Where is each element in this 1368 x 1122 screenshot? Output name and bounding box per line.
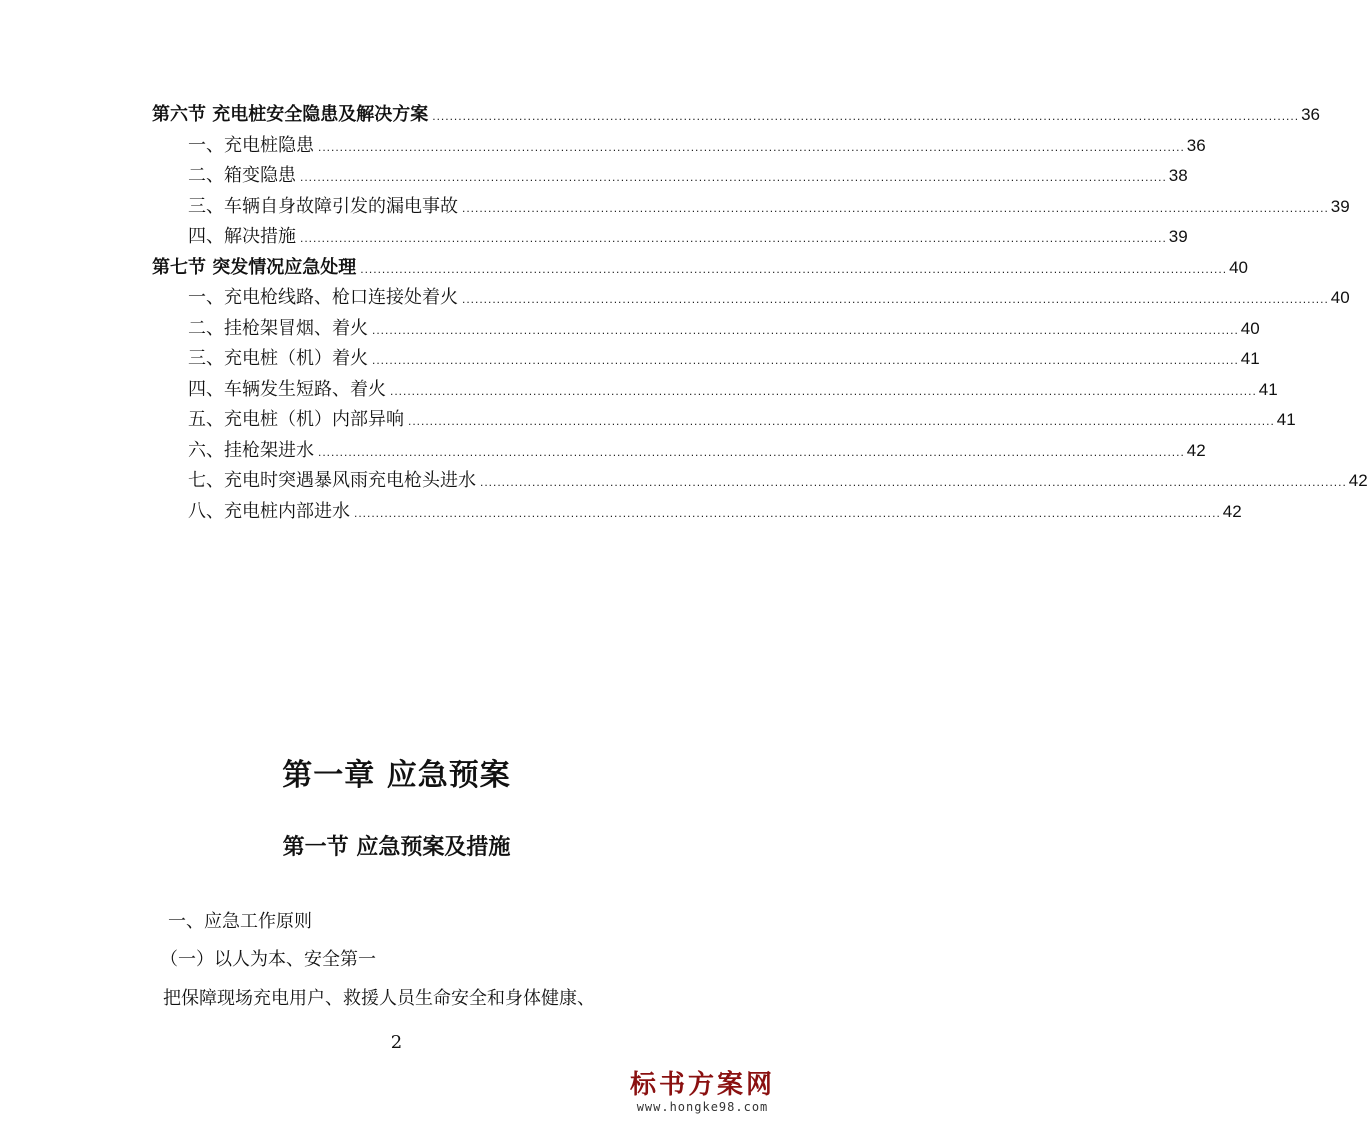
watermark-title: 标书方案网	[629, 1070, 775, 1100]
toc-item-entry[interactable]	[152, 314, 1260, 345]
table-of-contents	[152, 100, 1368, 527]
toc-entry-title: 一、充电枪线路、枪口连接处着火	[188, 287, 458, 308]
toc-item-entry[interactable]	[152, 161, 1188, 192]
chapter-title: 第一章 应急预案	[282, 758, 511, 793]
toc-item-entry[interactable]	[152, 222, 1188, 253]
toc-page-number: 36	[1186, 135, 1206, 155]
toc-entry-title: 三、充电桩（机）着火	[188, 348, 368, 369]
toc-page-number: 42	[1186, 440, 1206, 460]
toc-page-number: 41	[1258, 379, 1278, 399]
toc-entry-title: 七、充电时突遇暴风雨充电枪头进水	[188, 470, 476, 491]
toc-leader-dots: ........................................................................................................................................................................................................	[390, 383, 1257, 398]
toc-leader-dots: ........................................................................................................................................................................................................	[318, 444, 1185, 459]
toc-entry-title: 六、挂枪架进水	[188, 439, 314, 461]
toc-entry-title: 五、充电桩（机）内部异响	[188, 409, 404, 430]
toc-leader-dots: ........................................................................................................................................................................................................	[300, 170, 1167, 184]
toc-leader-dots: ........................................................................................................................................................................................................	[354, 505, 1221, 520]
toc-item-entry[interactable]	[152, 436, 1206, 467]
toc-entry-title: 二、挂枪架冒烟、着火	[188, 317, 368, 339]
toc-page-number: 41	[1276, 410, 1296, 429]
toc-item-entry[interactable]	[152, 405, 1296, 436]
body-subheading: （一）以人为本、安全第一	[160, 949, 376, 970]
toc-entry-title: 四、解决措施	[188, 226, 296, 247]
toc-entry-title: 第七节 突发情况应急处理	[152, 256, 357, 278]
body-paragraph: 把保障现场充电用户、救援人员生命安全和身体健康、	[163, 988, 595, 1009]
toc-leader-dots: ........................................................................................................................................................................................................	[462, 292, 1329, 306]
toc-leader-dots: ........................................................................................................................................................................................................	[408, 414, 1275, 428]
toc-leader-dots: ........................................................................................................................................................................................................	[462, 200, 1329, 215]
toc-leader-dots: ........................................................................................................................................................................................................	[372, 353, 1239, 367]
toc-entry-title: 三、车辆自身故障引发的漏电事故	[188, 195, 458, 217]
toc-entry-title: 第六节 充电桩安全隐患及解决方案	[152, 104, 429, 125]
toc-entry-title: 二、箱变隐患	[188, 165, 296, 186]
toc-page-number: 42	[1222, 501, 1242, 521]
toc-item-entry[interactable]	[152, 192, 1350, 223]
toc-leader-dots: ........................................................................................................................................................................................................	[480, 475, 1347, 489]
toc-section-entry[interactable]	[152, 253, 1248, 284]
watermark-url: www.hongke98.com	[636, 1100, 769, 1114]
toc-page-number: 41	[1240, 349, 1260, 368]
toc-item-entry[interactable]	[152, 344, 1260, 375]
toc-leader-dots: ........................................................................................................................................................................................................	[318, 139, 1185, 154]
body-heading: 一、应急工作原则	[168, 911, 312, 932]
toc-item-entry[interactable]	[152, 497, 1242, 528]
toc-page-number: 39	[1168, 227, 1188, 246]
toc-leader-dots: ........................................................................................................................................................................................................	[432, 109, 1300, 123]
toc-section-entry[interactable]	[152, 100, 1320, 131]
toc-item-entry[interactable]	[152, 283, 1350, 314]
toc-leader-dots: ........................................................................................................................................................................................................	[300, 231, 1167, 245]
toc-item-entry[interactable]	[152, 375, 1278, 406]
toc-leader-dots: ........................................................................................................................................................................................................	[360, 261, 1228, 276]
toc-entry-title: 八、充电桩内部进水	[188, 500, 350, 522]
toc-page-number: 40	[1330, 288, 1350, 307]
toc-page-number: 38	[1168, 166, 1188, 185]
toc-page-number: 40	[1229, 257, 1248, 277]
toc-item-entry[interactable]	[152, 131, 1206, 162]
toc-page-number: 36	[1301, 105, 1320, 124]
toc-entry-title: 一、充电桩隐患	[188, 134, 314, 156]
watermark-logo	[630, 1070, 775, 1114]
toc-entry-title: 四、车辆发生短路、着火	[188, 378, 386, 400]
toc-page-number: 40	[1240, 318, 1260, 338]
toc-leader-dots: ........................................................................................................................................................................................................	[372, 322, 1239, 337]
toc-item-entry[interactable]	[152, 466, 1368, 497]
section-title: 第一节 应急预案及措施	[282, 834, 511, 860]
page-number: 2	[390, 1032, 403, 1053]
toc-page-number: 42	[1348, 471, 1368, 490]
toc-page-number: 39	[1330, 196, 1350, 216]
